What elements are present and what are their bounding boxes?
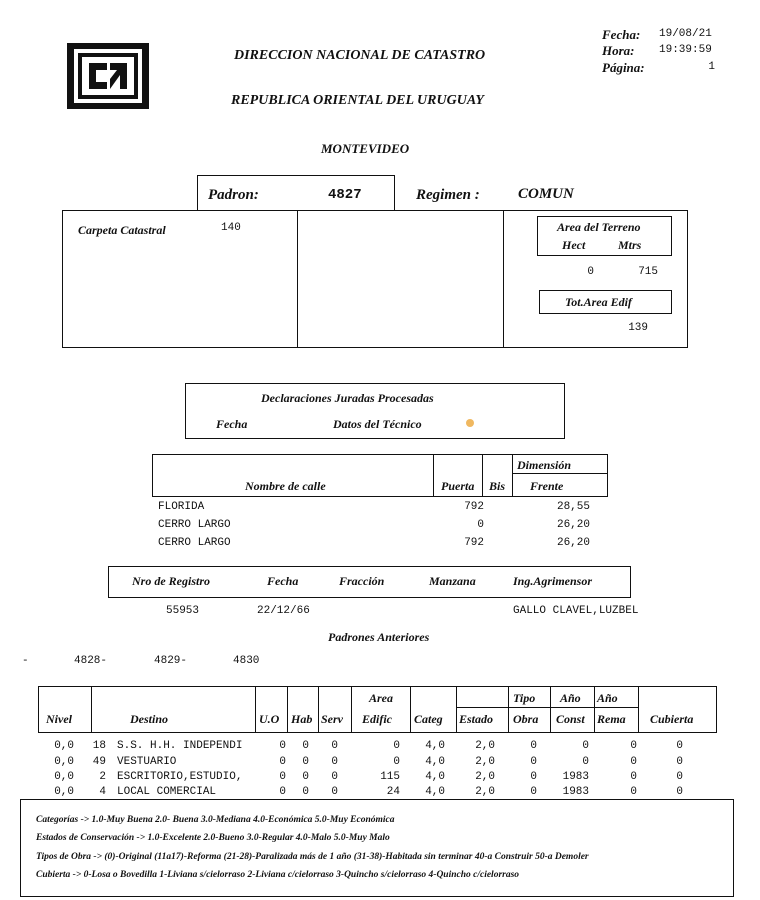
calles-header-dimension: Dimensión <box>517 458 572 472</box>
calle-puerta: 792 <box>464 537 484 549</box>
edif-area: 0 <box>393 756 400 768</box>
mtrs-label: Mtrs <box>618 238 642 252</box>
table-row: FLORIDA <box>158 501 205 513</box>
anteriores-dash: - <box>22 655 29 667</box>
calles-header-puerta: Puerta <box>441 479 475 493</box>
calles-header-frente: Frente <box>530 479 564 493</box>
department: MONTEVIDEO <box>321 141 410 156</box>
institution-title: DIRECCION NACIONAL DE CATASTRO <box>234 48 486 63</box>
hect-label: Hect <box>562 238 586 252</box>
fecha-label: Fecha: <box>602 27 641 42</box>
registro-fecha: 22/12/66 <box>257 605 310 617</box>
edif-rema: 0 <box>630 786 637 798</box>
edif-cod: 2 <box>99 771 106 783</box>
edif-tipo: 0 <box>530 786 537 798</box>
table-row: CERRO LARGO <box>158 537 231 549</box>
edif-estado: 2,0 <box>475 771 495 783</box>
edif-destino: S.S. H.H. INDEPENDI <box>117 740 243 752</box>
edif-cod: 4 <box>99 786 106 798</box>
edif-header-area2: Edific <box>362 712 392 726</box>
edif-serv: 0 <box>331 740 338 752</box>
declaraciones-tecnico-label: Datos del Técnico <box>333 417 422 431</box>
edif-const: 0 <box>582 756 589 768</box>
edif-area: 24 <box>386 786 400 798</box>
edif-header-area1: Area <box>369 691 393 705</box>
hora-label: Hora: <box>602 43 635 58</box>
hect-value: 0 <box>587 266 594 278</box>
carpeta-label: Carpeta Catastral <box>78 223 166 237</box>
edif-destino: ESCRITORIO,ESTUDIO, <box>117 771 243 783</box>
edif-header-hab: Hab <box>291 712 313 726</box>
regimen-label: Regimen : <box>416 187 480 203</box>
edif-uo: 0 <box>279 771 286 783</box>
edif-hab: 0 <box>302 771 309 783</box>
mtrs-value: 715 <box>638 266 658 278</box>
edif-header-nivel: Nivel <box>46 712 72 726</box>
regimen-value: COMUN <box>518 186 574 202</box>
edif-header-destino: Destino <box>130 712 169 726</box>
calle-frente: 26,20 <box>556 537 590 549</box>
edif-hab: 0 <box>302 756 309 768</box>
table-row: 0,0 <box>54 771 74 783</box>
legend-categorias: Categorías -> 1.0-Muy Buena 2.0- Buena 3.0-Mediana 4.0-Económica 5.0-Muy Económica <box>36 815 395 825</box>
edif-rema: 0 <box>630 771 637 783</box>
edif-header-uo: U.O <box>259 712 280 726</box>
legend-tipos-obra: Tipos de Obra -> (0)-Original (11a17)-Reforma (21-28)-Paralizada más de 1 año (31-38)-Habitada sin terminar 40-a Construir 50-a Demoler <box>36 852 589 862</box>
edif-destino: LOCAL COMERCIAL <box>117 786 217 798</box>
edif-header-ano2: Const <box>556 712 585 726</box>
calles-header-nombre: Nombre de calle <box>245 479 326 493</box>
anterior-padron: 4830 <box>233 655 260 667</box>
edif-categ: 4,0 <box>425 786 445 798</box>
edif-tipo: 0 <box>530 771 537 783</box>
edif-rema: 0 <box>630 756 637 768</box>
registro-header-manzana: Manzana <box>429 574 476 588</box>
calle-frente: 26,20 <box>556 519 590 531</box>
registro-header-nro: Nro de Registro <box>132 574 210 588</box>
edif-categ: 4,0 <box>425 740 445 752</box>
registro-header-fecha: Fecha <box>267 574 299 588</box>
edif-header-tipo1: Tipo <box>513 691 536 705</box>
edif-header-anor1: Año <box>597 691 618 705</box>
legend-cubierta: Cubierta -> 0-Losa o Bovedilla 1-Liviana s/cielorraso 2-Liviana c/cielorraso 3-Quincho s/cielorraso 4-Quincho c/cielorraso <box>36 870 520 880</box>
edif-cubierta: 0 <box>676 786 683 798</box>
edif-estado: 2,0 <box>475 786 495 798</box>
area-terreno-title: Area del Terreno <box>557 220 641 234</box>
anteriores-title: Padrones Anteriores <box>328 630 430 644</box>
anterior-padron: 4829- <box>154 655 188 667</box>
legend-box <box>20 799 734 897</box>
edif-const: 0 <box>582 740 589 752</box>
fecha-value: 19/08/21 <box>659 28 712 40</box>
edif-header-tipo2: Obra <box>513 712 539 726</box>
table-row: 0,0 <box>54 756 74 768</box>
registro-agrimensor: GALLO CLAVEL,LUZBEL <box>513 605 639 617</box>
edif-cubierta: 0 <box>676 771 683 783</box>
edif-area: 0 <box>393 740 400 752</box>
edif-header-ano1: Año <box>560 691 581 705</box>
pagina-value: 1 <box>708 61 715 73</box>
padron-value: 4827 <box>328 187 362 203</box>
edif-serv: 0 <box>331 756 338 768</box>
padron-label: Padron: <box>208 187 259 203</box>
table-row: 0,0 <box>54 786 74 798</box>
pagina-label: Página: <box>602 60 645 75</box>
declaraciones-fecha-label: Fecha <box>216 417 248 431</box>
edif-serv: 0 <box>331 786 338 798</box>
edif-categ: 4,0 <box>425 771 445 783</box>
edif-cod: 18 <box>92 740 106 752</box>
edif-uo: 0 <box>279 740 286 752</box>
edif-hab: 0 <box>302 740 309 752</box>
edif-header-serv: Serv <box>321 712 343 726</box>
edif-header-anor2: Rema <box>597 712 626 726</box>
dot-marker <box>466 419 474 427</box>
registro-nro: 55953 <box>166 605 200 617</box>
catastro-logo <box>67 43 149 109</box>
calle-frente: 28,55 <box>556 501 590 513</box>
registro-header-fraccion: Fracción <box>339 574 385 588</box>
edif-categ: 4,0 <box>425 756 445 768</box>
edif-tipo: 0 <box>530 740 537 752</box>
edif-header-estado: Estado <box>459 712 494 726</box>
calles-header-bis: Bis <box>489 479 506 493</box>
legend-estados: Estados de Conservación -> 1.0-Excelente 2.0-Bueno 3.0-Regular 4.0-Malo 5.0-Muy Malo <box>36 833 390 843</box>
declaraciones-title: Declaraciones Juradas Procesadas <box>261 391 434 405</box>
edif-cubierta: 0 <box>676 756 683 768</box>
edif-rema: 0 <box>630 740 637 752</box>
edif-estado: 2,0 <box>475 740 495 752</box>
edif-cubierta: 0 <box>676 740 683 752</box>
edif-area: 115 <box>380 771 400 783</box>
edif-const: 1983 <box>562 786 589 798</box>
edif-destino: VESTUARIO <box>117 756 177 768</box>
edif-serv: 0 <box>331 771 338 783</box>
country-title: REPUBLICA ORIENTAL DEL URUGUAY <box>231 93 484 108</box>
edif-const: 1983 <box>562 771 589 783</box>
edif-header-cubierta: Cubierta <box>650 712 694 726</box>
edif-tipo: 0 <box>530 756 537 768</box>
carpeta-value: 140 <box>221 222 241 234</box>
tot-area-label: Tot.Area Edif <box>565 295 632 309</box>
calle-puerta: 0 <box>477 519 484 531</box>
calle-puerta: 792 <box>464 501 484 513</box>
table-row: 0,0 <box>54 740 74 752</box>
edif-uo: 0 <box>279 786 286 798</box>
edif-cod: 49 <box>92 756 106 768</box>
edif-estado: 2,0 <box>475 756 495 768</box>
edif-uo: 0 <box>279 756 286 768</box>
tot-area-value: 139 <box>628 322 648 334</box>
registro-header-agrimensor: Ing.Agrimensor <box>513 574 593 588</box>
hora-value: 19:39:59 <box>659 44 712 56</box>
edif-hab: 0 <box>302 786 309 798</box>
table-row: CERRO LARGO <box>158 519 231 531</box>
anterior-padron: 4828- <box>74 655 108 667</box>
edif-header-categ: Categ <box>414 712 443 726</box>
